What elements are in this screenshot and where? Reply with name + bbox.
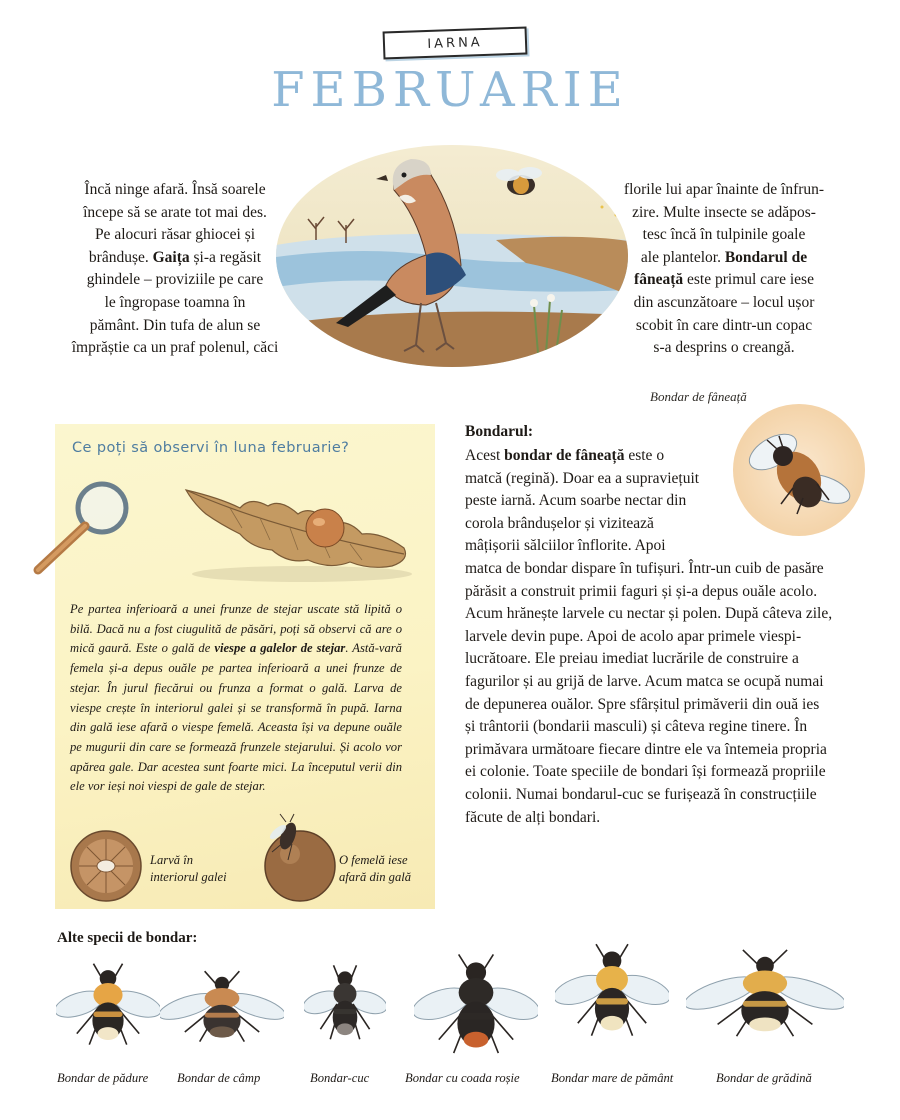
gall-caption-female: O femelă iese afară din gală (339, 853, 412, 884)
intro-left-text: Încă ninge afară. Însă soarele începe să se arate tot mai des. Pe alocuri răsar ghiocei și brândușe. Gaița și-a regăsit ghindele – proviziile pe care le îngropase toamna în pământ. Din tufa de alun se împrăștie ca un praf polenul, căci (71, 181, 279, 357)
gall-cross-section-illustration (68, 828, 144, 909)
bondar-text: Acest bondar de fâneață este o matcă (regină). Doar ea a supraviețuit peste iarnă. Acum soarbe nectar din corola brândușelor și vizitează mâțișorii sălciilor înflorite. Apoi matca de bondar dispare în tufișuri. Într-un cuib de pasăre părăsit a construit primii faguri și și-a depus ouăle acolo. Acum hrănește larvele cu nectar și polen. După câteva zile, larvele devin pupe. Apoi de acolo apar primele viespi-lucrătoare. Ele preiau imediat lucrările de construire a fagurilor și au grijă de larve. Acum matca se ocupă numai de depunerea ouălor. Spre sfârșitul primăverii din ouă ies și trântorii (bondarii masculi) și câteva regine tinere. În primăvara următoare fiecare dintre ele va întemeia propria ei colonie. Toate speciile de bondari își formează propriile colonii. Numai bondarul-cuc se furișează în construcțiile făcute de alți bondari. (465, 447, 833, 826)
species-label: Bondar de câmp (177, 1071, 261, 1085)
species-illustration (686, 946, 844, 1044)
observe-title: Ce poți să observi în luna februarie? (72, 440, 350, 456)
species-illustration (414, 950, 538, 1062)
gall-female-illustration (258, 812, 338, 909)
species-heading: Alte specii de bondar: (57, 930, 198, 946)
species-label: Bondar de pădure (57, 1071, 149, 1085)
gall-caption-larva: Larvă în interiorul galei (150, 853, 227, 884)
jay-illustration (276, 145, 628, 367)
season-tag: IARNA (383, 26, 528, 59)
oak-leaf-illustration (180, 478, 420, 593)
bondar-heading: Bondarul: (465, 423, 534, 440)
species-illustration (160, 968, 284, 1048)
species-illustration (56, 960, 160, 1052)
bee-caption: Bondar de fâneață (650, 389, 747, 404)
species-illustration (304, 962, 386, 1046)
intro-right-text: florile lui apar înainte de înfrun- zire. Multe insecte se adăpos- tesc încă în tulpinile goale ale plantelor. Bondarul de fâneață este primul care iese din ascunzătoare – locul ușor scobit în care dintr-un copac s-a desprins o creangă. (623, 181, 825, 357)
species-label: Bondar de grădină (716, 1071, 812, 1085)
observe-text: Pe partea inferioară a unei frunze de stejar uscate stă lipită o bilă. Dacă nu a fost ciugulită de păsări, poți să observi că are o mică gaură. Este o gală de viespe a galelor de stejar. Astă-vară femela și-a depus ouăle pe partea inferioară a unei frunze de stejar. În jurul fiecărui ou frunza a format o gală. Larva de viespe crește în interiorul galei și se transformă în pupă. Iarna din gală iese afară o viespe femelă. Aceasta își va depune ouăle pe mugurii din care se formează frunzele stejarului. Și acolo vor apărea gale. Dar acestea sunt foarte mici. La începutul verii din ele vor ieși noi viespi de gale de stejar. (70, 602, 402, 794)
species-label: Bondar cu coada roșie (405, 1071, 520, 1085)
magnifier-icon (30, 476, 134, 581)
species-label: Bondar-cuc (310, 1071, 370, 1085)
page-title: FEBRUARIE (271, 62, 629, 118)
species-illustration (555, 940, 669, 1044)
species-label: Bondar mare de pământ (551, 1071, 674, 1085)
